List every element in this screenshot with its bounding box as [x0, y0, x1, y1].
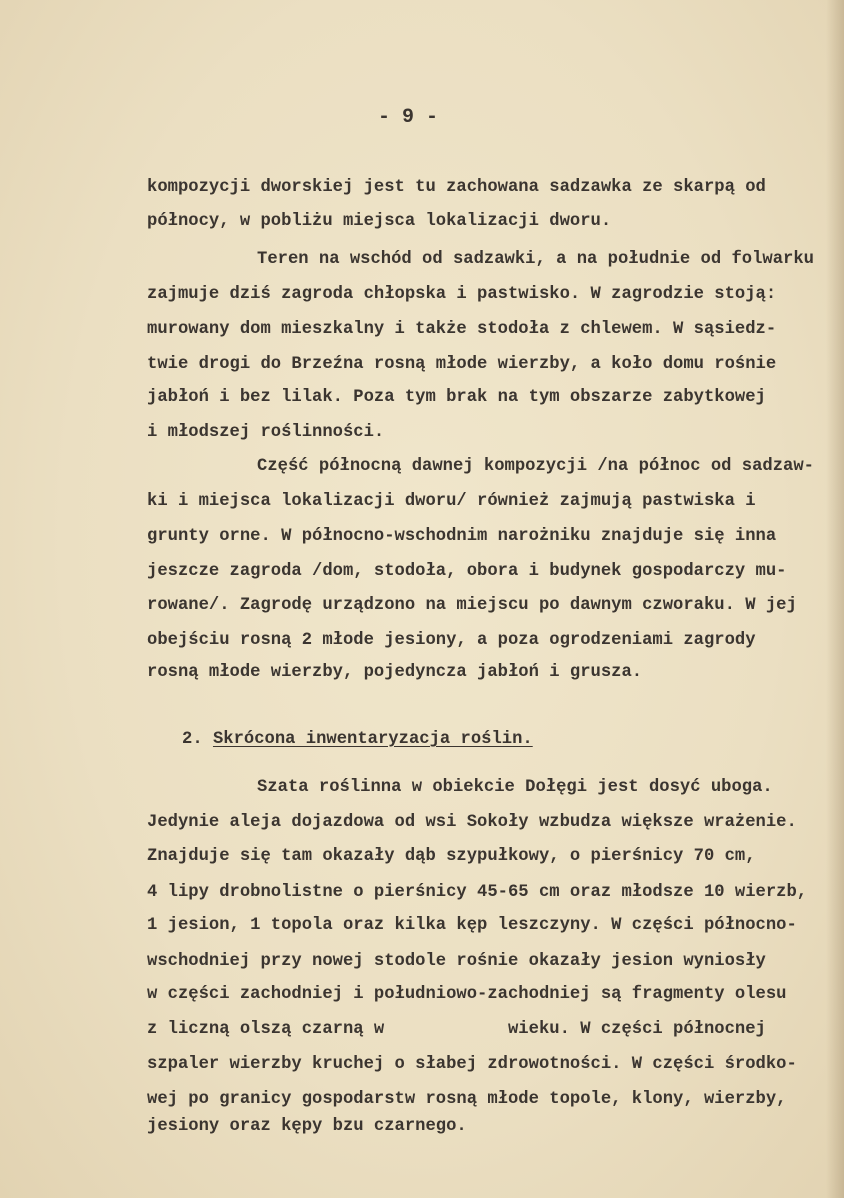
text-line: w części zachodniej i południowo-zachodniej są fragmenty olesu: [147, 985, 787, 1004]
text-line: Część północną dawnej kompozycji /na północ od sadzaw-: [257, 457, 814, 476]
text-line: rowane/. Zagrodę urządzono na miejscu po dawnym czworaku. W jej: [147, 596, 797, 615]
paper-edge-shadow: [826, 0, 844, 1198]
section-title: Skrócona inwentaryzacja roślin.: [212, 730, 533, 749]
text-line: jeszcze zagroda /dom, stodoła, obora i budynek gospodarczy mu-: [147, 562, 787, 581]
text-line: Szata roślinna w obiekcie Dołęgi jest dosyć uboga.: [257, 778, 773, 797]
section-heading: [182, 730, 533, 750]
text-line: 4 lipy drobnolistne o pierśnicy 45-65 cm oraz młodsze 10 wierzb,: [147, 883, 808, 902]
text-line: północy, w pobliżu miejsca lokalizacji dworu.: [147, 212, 612, 231]
text-line: Teren na wschód od sadzawki, a na południe od folwarku: [257, 250, 814, 269]
text-line: rosną młode wierzby, pojedyncza jabłoń i grusza.: [147, 663, 643, 682]
text-line: szpaler wierzby kruchej o słabej zdrowotności. W części środko-: [147, 1055, 797, 1074]
text-line: twie drogi do Brzeźna rosną młode wierzby, a koło domu rośnie: [147, 355, 777, 374]
text-line: ki i miejsca lokalizacji dworu/ również zajmują pastwiska i: [147, 492, 756, 511]
text-line: Jedynie aleja dojazdowa od wsi Sokoły wzbudza większe wrażenie.: [147, 813, 797, 832]
text-line: z liczną olszą czarną w wieku. W części północnej: [147, 1020, 766, 1039]
text-line: obejściu rosną 2 młode jesiony, a poza ogrodzeniami zagrody: [147, 631, 756, 650]
text-line: murowany dom mieszkalny i także stodoła z chlewem. W sąsiedz-: [147, 320, 777, 339]
page-number: - 9 -: [378, 106, 439, 129]
text-line: zajmuje dziś zagroda chłopska i pastwisko. W zagrodzie stoją:: [147, 285, 777, 304]
section-number: 2.: [182, 730, 203, 749]
text-line: jabłoń i bez lilak. Poza tym brak na tym obszarze zabytkowej: [147, 388, 766, 407]
text-line: grunty orne. W północno-wschodnim narożniku znajduje się inna: [147, 527, 777, 546]
text-line: jesiony oraz kępy bzu czarnego.: [147, 1117, 467, 1136]
text-line: Znajduje się tam okazały dąb szypułkowy, o pierśnicy 70 cm,: [147, 847, 756, 866]
text-line: i młodszej roślinności.: [147, 423, 385, 442]
text-line: 1 jesion, 1 topola oraz kilka kęp leszczyny. W części północno-: [147, 916, 797, 935]
text-line: wej po granicy gospodarstw rosną młode topole, klony, wierzby,: [147, 1090, 787, 1109]
text-line: kompozycji dworskiej jest tu zachowana sadzawka ze skarpą od: [147, 178, 766, 197]
text-line: wschodniej przy nowej stodole rośnie okazały jesion wyniosły: [147, 952, 766, 971]
